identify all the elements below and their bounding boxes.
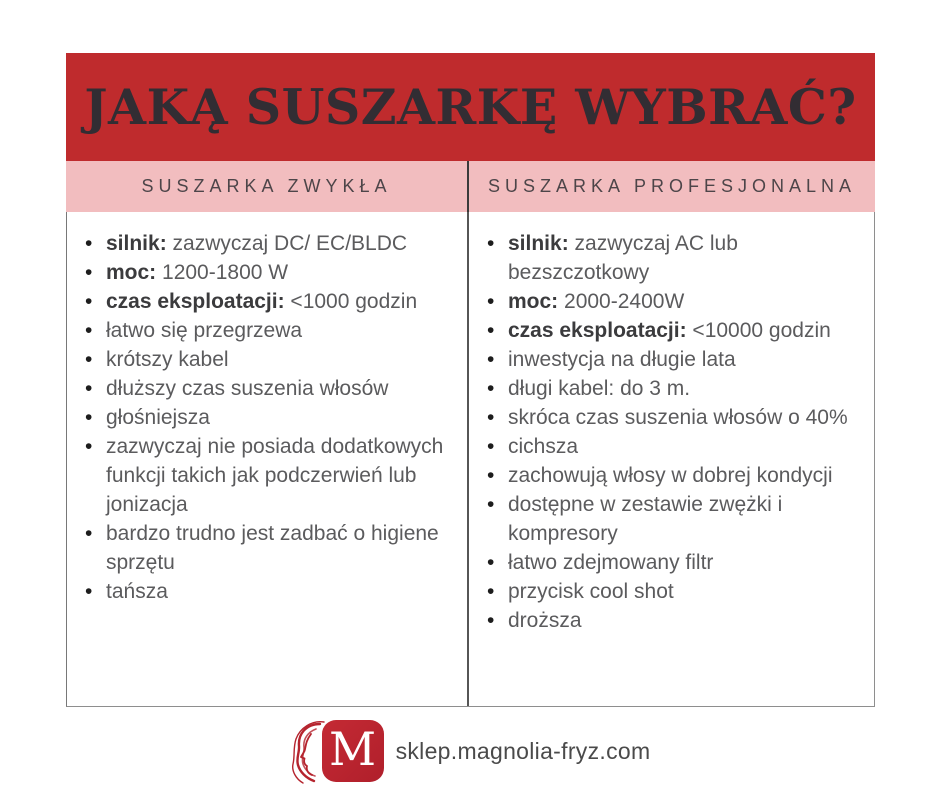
comparison-infographic (66, 53, 875, 707)
item-text: <1000 godzin (284, 290, 418, 313)
item-label: czas eksploatacji: (106, 290, 285, 313)
column-standard-list (67, 212, 469, 706)
bullet-icon: • (85, 348, 93, 371)
bullet-icon: • (85, 261, 93, 284)
bullet-icon: • (85, 580, 93, 603)
list-item (83, 316, 457, 345)
bullet-icon: • (85, 435, 93, 458)
item-text: tańsza (106, 580, 168, 603)
item-label: moc: (106, 261, 157, 284)
bullet-icon: • (85, 406, 93, 429)
list-item (485, 229, 860, 287)
column-headers (66, 161, 875, 212)
item-text: 2000-2400W (558, 290, 685, 313)
website-url: sklep.magnolia-fryz.com (395, 737, 651, 764)
list-item (485, 548, 860, 577)
bullet-icon: • (487, 290, 495, 313)
item-text: skróca czas suszenia włosów o 40% (508, 406, 848, 429)
item-text: cichsza (508, 435, 579, 458)
list-item (83, 229, 457, 258)
bullet-icon: • (85, 290, 93, 313)
item-label: silnik: (508, 232, 569, 255)
comparison-table-body (66, 212, 875, 707)
list-item (83, 519, 457, 577)
list-item (485, 345, 860, 374)
list-item (485, 432, 860, 461)
item-text: <10000 godzin (686, 319, 831, 342)
bullet-icon: • (487, 319, 495, 342)
column-professional-list (469, 212, 874, 706)
item-text: zazwyczaj DC/ EC/BLDC (166, 232, 408, 255)
list-item (485, 606, 860, 635)
magnolia-logo (290, 718, 386, 784)
footer (0, 714, 940, 788)
list-item (83, 577, 457, 606)
bullet-icon: • (487, 464, 495, 487)
item-text: 1200-1800 W (156, 261, 289, 284)
item-label: czas eksploatacji: (508, 319, 687, 342)
item-text: dostępne w zestawie zwężki i kompresory (508, 493, 783, 545)
bullet-icon: • (487, 406, 495, 429)
bullet-icon: • (487, 493, 495, 516)
column-header-professional: SUSZARKA PROFESJONALNA (469, 161, 875, 212)
bullet-icon: • (487, 551, 495, 574)
item-text: przycisk cool shot (508, 580, 674, 603)
item-label: silnik: (106, 232, 167, 255)
item-text: droższa (508, 609, 582, 632)
bullet-icon: • (487, 435, 495, 458)
item-text: zazwyczaj AC lub bezszczotkowy (508, 232, 738, 284)
list-item (83, 258, 457, 287)
bullet-icon: • (487, 232, 495, 255)
title-bar (66, 53, 875, 161)
bullet-icon: • (85, 377, 93, 400)
list-item (485, 577, 860, 606)
list-item (83, 403, 457, 432)
logo-square (322, 720, 384, 782)
item-text: dłuższy czas suszenia włosów (106, 377, 389, 400)
item-text: zazwyczaj nie posiada dodatkowych funkcji takich jak podczerwień lub jonizacja (106, 435, 444, 516)
bullet-icon: • (487, 609, 495, 632)
list-item (485, 461, 860, 490)
list-item (485, 403, 860, 432)
bullet-icon: • (85, 232, 93, 255)
list-item (485, 287, 860, 316)
item-text: łatwo zdejmowany filtr (508, 551, 714, 574)
bullet-icon: • (85, 319, 93, 342)
bullet-icon: • (487, 348, 495, 371)
item-text: bardzo trudno jest zadbać o higiene sprzętu (106, 522, 439, 574)
list-item (83, 345, 457, 374)
list-item (485, 316, 860, 345)
list-item (83, 374, 457, 403)
item-text: głośniejsza (106, 406, 210, 429)
item-text: długi kabel: do 3 m. (508, 377, 691, 400)
logo-letter: M (329, 722, 377, 776)
bullet-icon: • (487, 377, 495, 400)
item-text: łatwo się przegrzewa (106, 319, 303, 342)
page-title: JAKĄ SUSZARKĘ WYBRAĆ? (84, 78, 857, 136)
bullet-icon: • (487, 580, 495, 603)
item-text: zachowują włosy w dobrej kondycji (508, 464, 833, 487)
list-item (485, 374, 860, 403)
list-item (83, 432, 457, 519)
list-item (485, 490, 860, 548)
bullet-icon: • (85, 522, 93, 545)
item-text: krótszy kabel (106, 348, 229, 371)
item-text: inwestycja na długie lata (508, 348, 736, 371)
item-label: moc: (508, 290, 559, 313)
column-header-standard: SUSZARKA ZWYKŁA (66, 161, 469, 212)
list-item (83, 287, 457, 316)
